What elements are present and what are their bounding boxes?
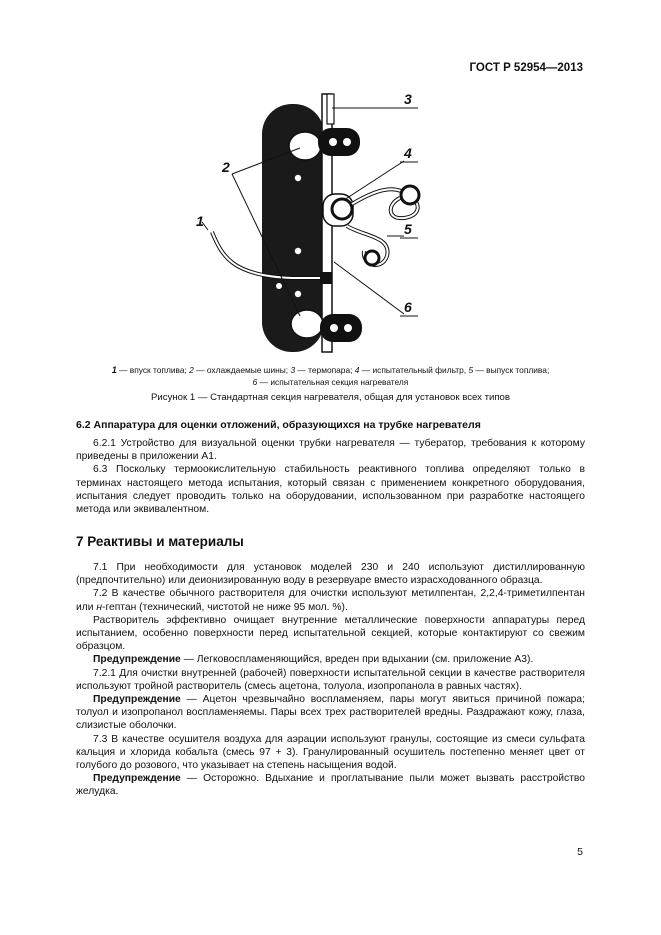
document-code: ГОСТ Р 52954—2013 <box>469 62 583 74</box>
paragraph: 7.2.1 Для очистки внутренней (рабочей) поверхности испытательной секции в качестве растворителя используют тройной растворитель (смесь ацетона, толуола, изопропанола в равных частях). <box>76 667 585 692</box>
text-run: 7.2 В качестве обычного растворителя для очистки используют метилпентан, 2,2,4-триметилпентан или <box>76 588 585 613</box>
callout-number: 2 <box>222 159 230 175</box>
warning-label: Предупреждение <box>93 694 181 706</box>
upper-clamp-bolt <box>329 138 337 146</box>
legend-number: 2 <box>189 365 194 375</box>
thermocouple-rod <box>327 94 334 124</box>
callout-number: 5 <box>404 221 412 237</box>
inlet-fitting <box>320 272 332 284</box>
lower-clamp <box>320 314 362 342</box>
upper-clamp-bolt <box>343 138 351 146</box>
legend-text: — выпуск топлива; <box>473 365 550 375</box>
warning-label: Предупреждение <box>93 773 181 785</box>
text-run: -гептан (технический, чистотой не ниже 95 мол. %). <box>102 601 348 613</box>
paragraph: 6.3 Поскольку термоокислительную стабильность реактивного топлива определяют только в терминах настоящего метода испытания, который связан с применением конкретного оборудования, испытания следует проводить только на оборудовании, использованном при разработке настоящего метода или эквивалентном. <box>76 464 585 516</box>
legend-text: — впуск топлива; <box>116 365 190 375</box>
paragraph: Растворитель эффективно очищает внутренние металлические поверхности аппаратуры перед испытанием, особенно поверхности перед испытательной секцией, которые контактируют со свежим образцом. <box>76 614 585 653</box>
upper-clamp <box>318 128 360 156</box>
paragraph: 6.2.1 Устройство для визуальной оценки трубки нагревателя — тубератор, требования к которому приведены в приложении А1. <box>76 438 585 463</box>
lower-clamp-bolt <box>344 324 352 332</box>
plate-hole <box>295 175 301 181</box>
warning <box>76 772 585 798</box>
legend-text: — испытательная секция нагревателя <box>257 377 409 387</box>
warning <box>76 693 585 733</box>
figure-caption: Рисунок 1 — Стандартная секция нагревателя, общая для установок всех типов <box>151 392 510 403</box>
paragraph <box>76 587 585 613</box>
legend-line <box>60 364 601 376</box>
legend-text: — испытательный фильтр, <box>359 365 469 375</box>
warning-text: — Легковоспламеняющийся, вреден при вдыхании (см. приложение А3). <box>180 654 534 666</box>
figure-legend <box>60 364 601 388</box>
warning-text: — Осторожно. Вдыхание и проглатывание пыли может вызвать расстройство желудка. <box>76 773 585 798</box>
warning-text: — Ацетон чрезвычайно воспламеняем, пары могут явиться причиной пожара; толуол и изопропанол воспламеняемы. Пары всех трех растворителей вредны. Раздражают кожу, глаза, слизистые оболочки. <box>76 694 585 732</box>
legend-number: 3 <box>290 365 296 375</box>
lower-clamp-bolt <box>330 324 338 332</box>
section-6-2-heading: 6.2 Аппаратура для оценки отложений, образующихся на трубке нагревателя <box>76 419 481 431</box>
callout-number: 1 <box>196 213 204 229</box>
section-7-heading: 7 Реактивы и материалы <box>76 534 244 549</box>
warning-label: Предупреждение <box>93 654 181 666</box>
legend-number: 6 <box>252 377 258 387</box>
italic-letter: н <box>96 601 103 613</box>
plate-hole <box>276 283 282 289</box>
warning <box>76 653 585 666</box>
fitting <box>365 251 379 265</box>
upper-bus-bar <box>289 132 321 160</box>
legend-text: — охлаждаемые шины; <box>193 365 291 375</box>
callout-number: 6 <box>404 299 412 315</box>
filter-disc <box>332 199 352 219</box>
paragraph: 7.3 В качестве осушителя воздуха для аэрации используют гранулы, состоящие из смеси сульфата кальция и хлорида кобальта (смесь 97 + 3). Гранулированный осушитель постепенно меняет цвет от голубого до розового, что указывает на степень насыщения водой. <box>76 733 585 772</box>
fitting <box>401 186 419 204</box>
section-6-2-body <box>76 437 585 516</box>
legend-number: 5 <box>468 365 474 375</box>
lower-bus-bar <box>291 310 323 338</box>
section-7-body <box>76 561 585 799</box>
legend-line <box>60 376 601 388</box>
heater-section-figure <box>182 86 452 360</box>
callout-number: 4 <box>404 145 412 161</box>
page-number: 5 <box>577 846 583 858</box>
callout-number: 3 <box>404 91 412 107</box>
plate-hole <box>295 248 301 254</box>
legend-number: 4 <box>354 365 360 375</box>
plate-hole <box>295 291 301 297</box>
legend-number: 1 <box>111 365 117 375</box>
paragraph: 7.1 При необходимости для установок моделей 230 и 240 используют дистиллированную (предпочтительно) или деионизированную воду в резервуаре вместо израсходованного образца. <box>76 562 585 587</box>
legend-text: — термопара; <box>295 365 355 375</box>
